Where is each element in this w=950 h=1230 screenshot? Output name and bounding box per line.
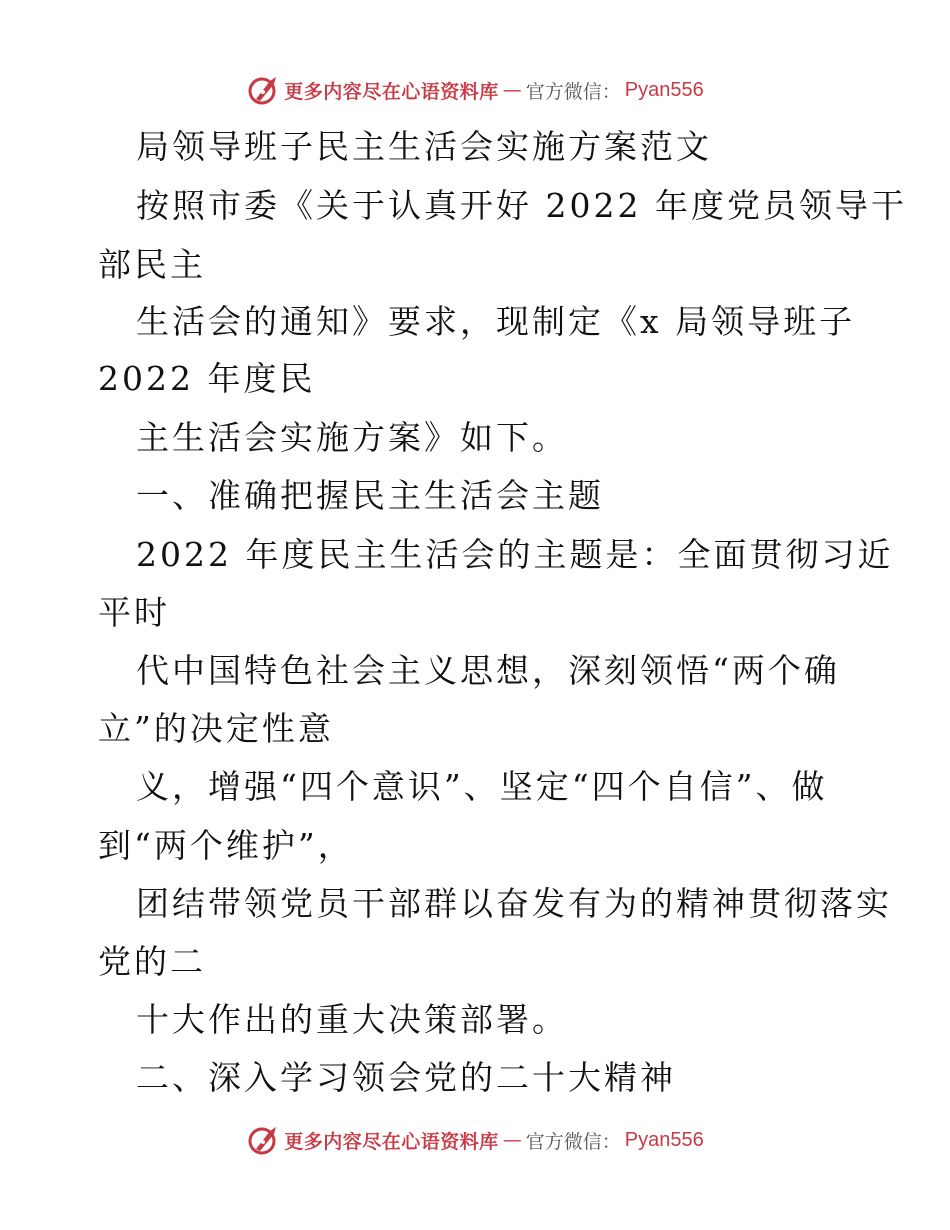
watermark-wechat-id: Pyan556 — [624, 78, 704, 101]
paragraph-line: 到“两个维护”， — [98, 826, 354, 865]
pen-nib-logo-icon — [246, 1123, 280, 1157]
paragraph-line: 主生活会实施方案》如下。 — [136, 418, 568, 457]
document-title: 局领导班子民主生活会实施方案范文 — [136, 127, 712, 166]
section-heading: 一、准确把握民主生活会主题 — [136, 476, 604, 515]
paragraph-line: 团结带领党员干部群以奋发有为的精神贯彻落实 — [136, 884, 892, 923]
watermark-text: 更多内容尽在心语资料库 — [284, 1130, 499, 1153]
paragraph-line: 义，增强“四个意识”、坚定“四个自信”、做 — [136, 767, 828, 806]
watermark-separator: — — [502, 79, 522, 101]
paragraph-line: 2022 年度民主生活会的主题是：全面贯彻习近 — [136, 535, 894, 574]
watermark-separator: — — [502, 1129, 522, 1151]
pen-nib-logo-icon — [246, 73, 280, 107]
watermark-wechat-label: 官方微信： — [525, 80, 621, 103]
paragraph-line: 立”的决定性意 — [98, 709, 334, 748]
footer-watermark — [0, 1120, 950, 1160]
paragraph-line: 代中国特色社会主义思想，深刻领悟“两个确 — [136, 651, 840, 690]
paragraph-line: 按照市委《关于认真开好 2022 年度党员领导干 — [136, 186, 907, 225]
watermark-wechat-id: Pyan556 — [624, 1128, 704, 1151]
paragraph-line: 部民主 — [98, 245, 206, 284]
paragraph-line: 十大作出的重大决策部署。 — [136, 1000, 568, 1039]
header-watermark — [0, 70, 950, 110]
section-heading: 二、深入学习领会党的二十大精神 — [136, 1058, 676, 1097]
paragraph-line: 2022 年度民 — [98, 359, 316, 398]
watermark-text: 更多内容尽在心语资料库 — [284, 80, 499, 103]
watermark-wechat-label: 官方微信： — [525, 1130, 621, 1153]
paragraph-line: 党的二 — [98, 942, 206, 981]
paragraph-line: 平时 — [98, 593, 170, 632]
paragraph-line: 生活会的通知》要求，现制定《x 局领导班子 — [136, 302, 856, 341]
